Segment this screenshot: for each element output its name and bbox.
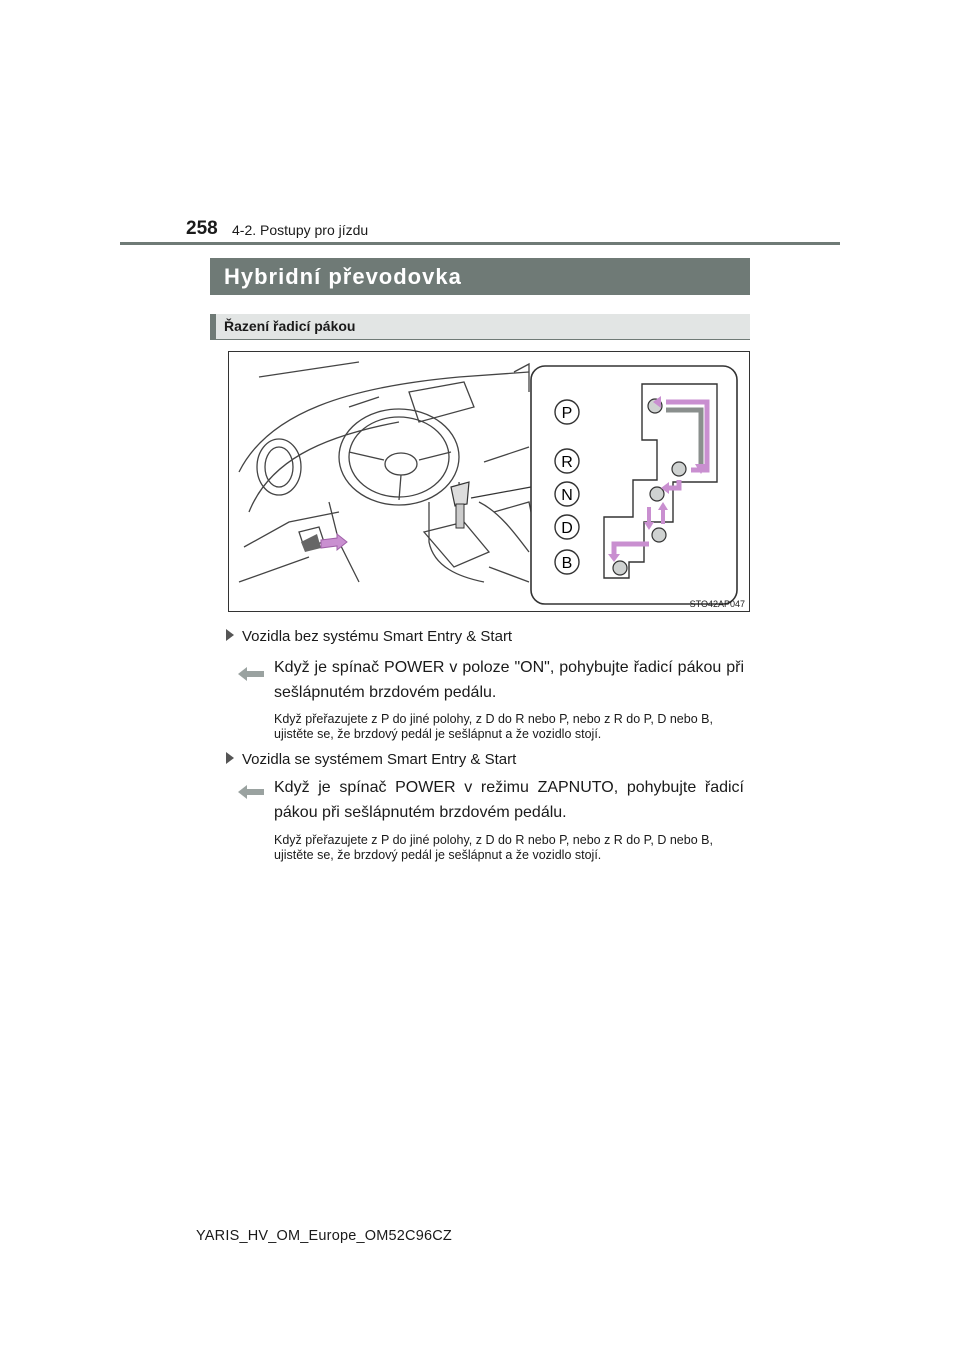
- shift-lever-icon: [451, 482, 469, 528]
- variant-heading-2: [226, 751, 516, 768]
- variant-heading-text-2: Vozidla se systémem Smart Entry & Start: [242, 751, 517, 768]
- gate-label-n: N: [561, 487, 573, 504]
- variant-heading-1: [226, 628, 512, 645]
- variant-heading-text-1: Vozidla bez systému Smart Entry & Start: [242, 628, 513, 645]
- action-arrow-icon: [238, 667, 264, 681]
- bullet-triangle-icon: [226, 629, 234, 641]
- figure-illustration: [229, 352, 749, 611]
- subheading-accent: [210, 314, 216, 340]
- gate-label-b: B: [561, 555, 573, 572]
- figure-code: STO42AP047: [689, 599, 745, 609]
- bullet-triangle-icon: [226, 752, 234, 764]
- gate-label-d: D: [561, 520, 573, 537]
- instruction-text-2: Když je spínač POWER v režimu ZAPNUTO, pohybujte řadicí pákou při sešlápnutém brzdovém pedálu.: [274, 779, 744, 821]
- gate-label-p: P: [561, 405, 573, 422]
- page-title: Hybridní převodovka: [210, 258, 750, 295]
- instruction-text-1: Když je spínač POWER v poloze "ON", pohybujte řadicí pákou při sešlápnutém brzdovém pedálu.: [274, 659, 744, 701]
- brake-pedal-arrow-icon: [301, 534, 347, 552]
- action-arrow-icon: [238, 785, 264, 799]
- header-rule: [120, 242, 840, 245]
- subheading: [210, 314, 750, 340]
- page-number: 258: [186, 218, 218, 239]
- callout-line: [471, 487, 531, 498]
- gate-label-r: R: [561, 454, 573, 471]
- note-text-2: Když přeřazujete z P do jiné polohy, z D do R nebo P, nebo z R do P, D nebo B, ujistěte se, že brzdový pedál je sešlápnut a že vozidlo stojí.: [274, 833, 713, 862]
- subheading-label: Řazení řadicí pákou: [224, 318, 356, 334]
- shift-lever-figure: [228, 351, 750, 612]
- document-footer: YARIS_HV_OM_Europe_OM52C96CZ: [196, 1228, 452, 1244]
- section-path: 4-2. Postupy pro jízdu: [232, 222, 369, 238]
- car-interior-illustration: [239, 362, 539, 582]
- note-text-1: Když přeřazujete z P do jiné polohy, z D do R nebo P, nebo z R do P, D nebo B, ujistěte se, že brzdový pedál je sešlápnut a že vozidlo stojí.: [274, 712, 713, 741]
